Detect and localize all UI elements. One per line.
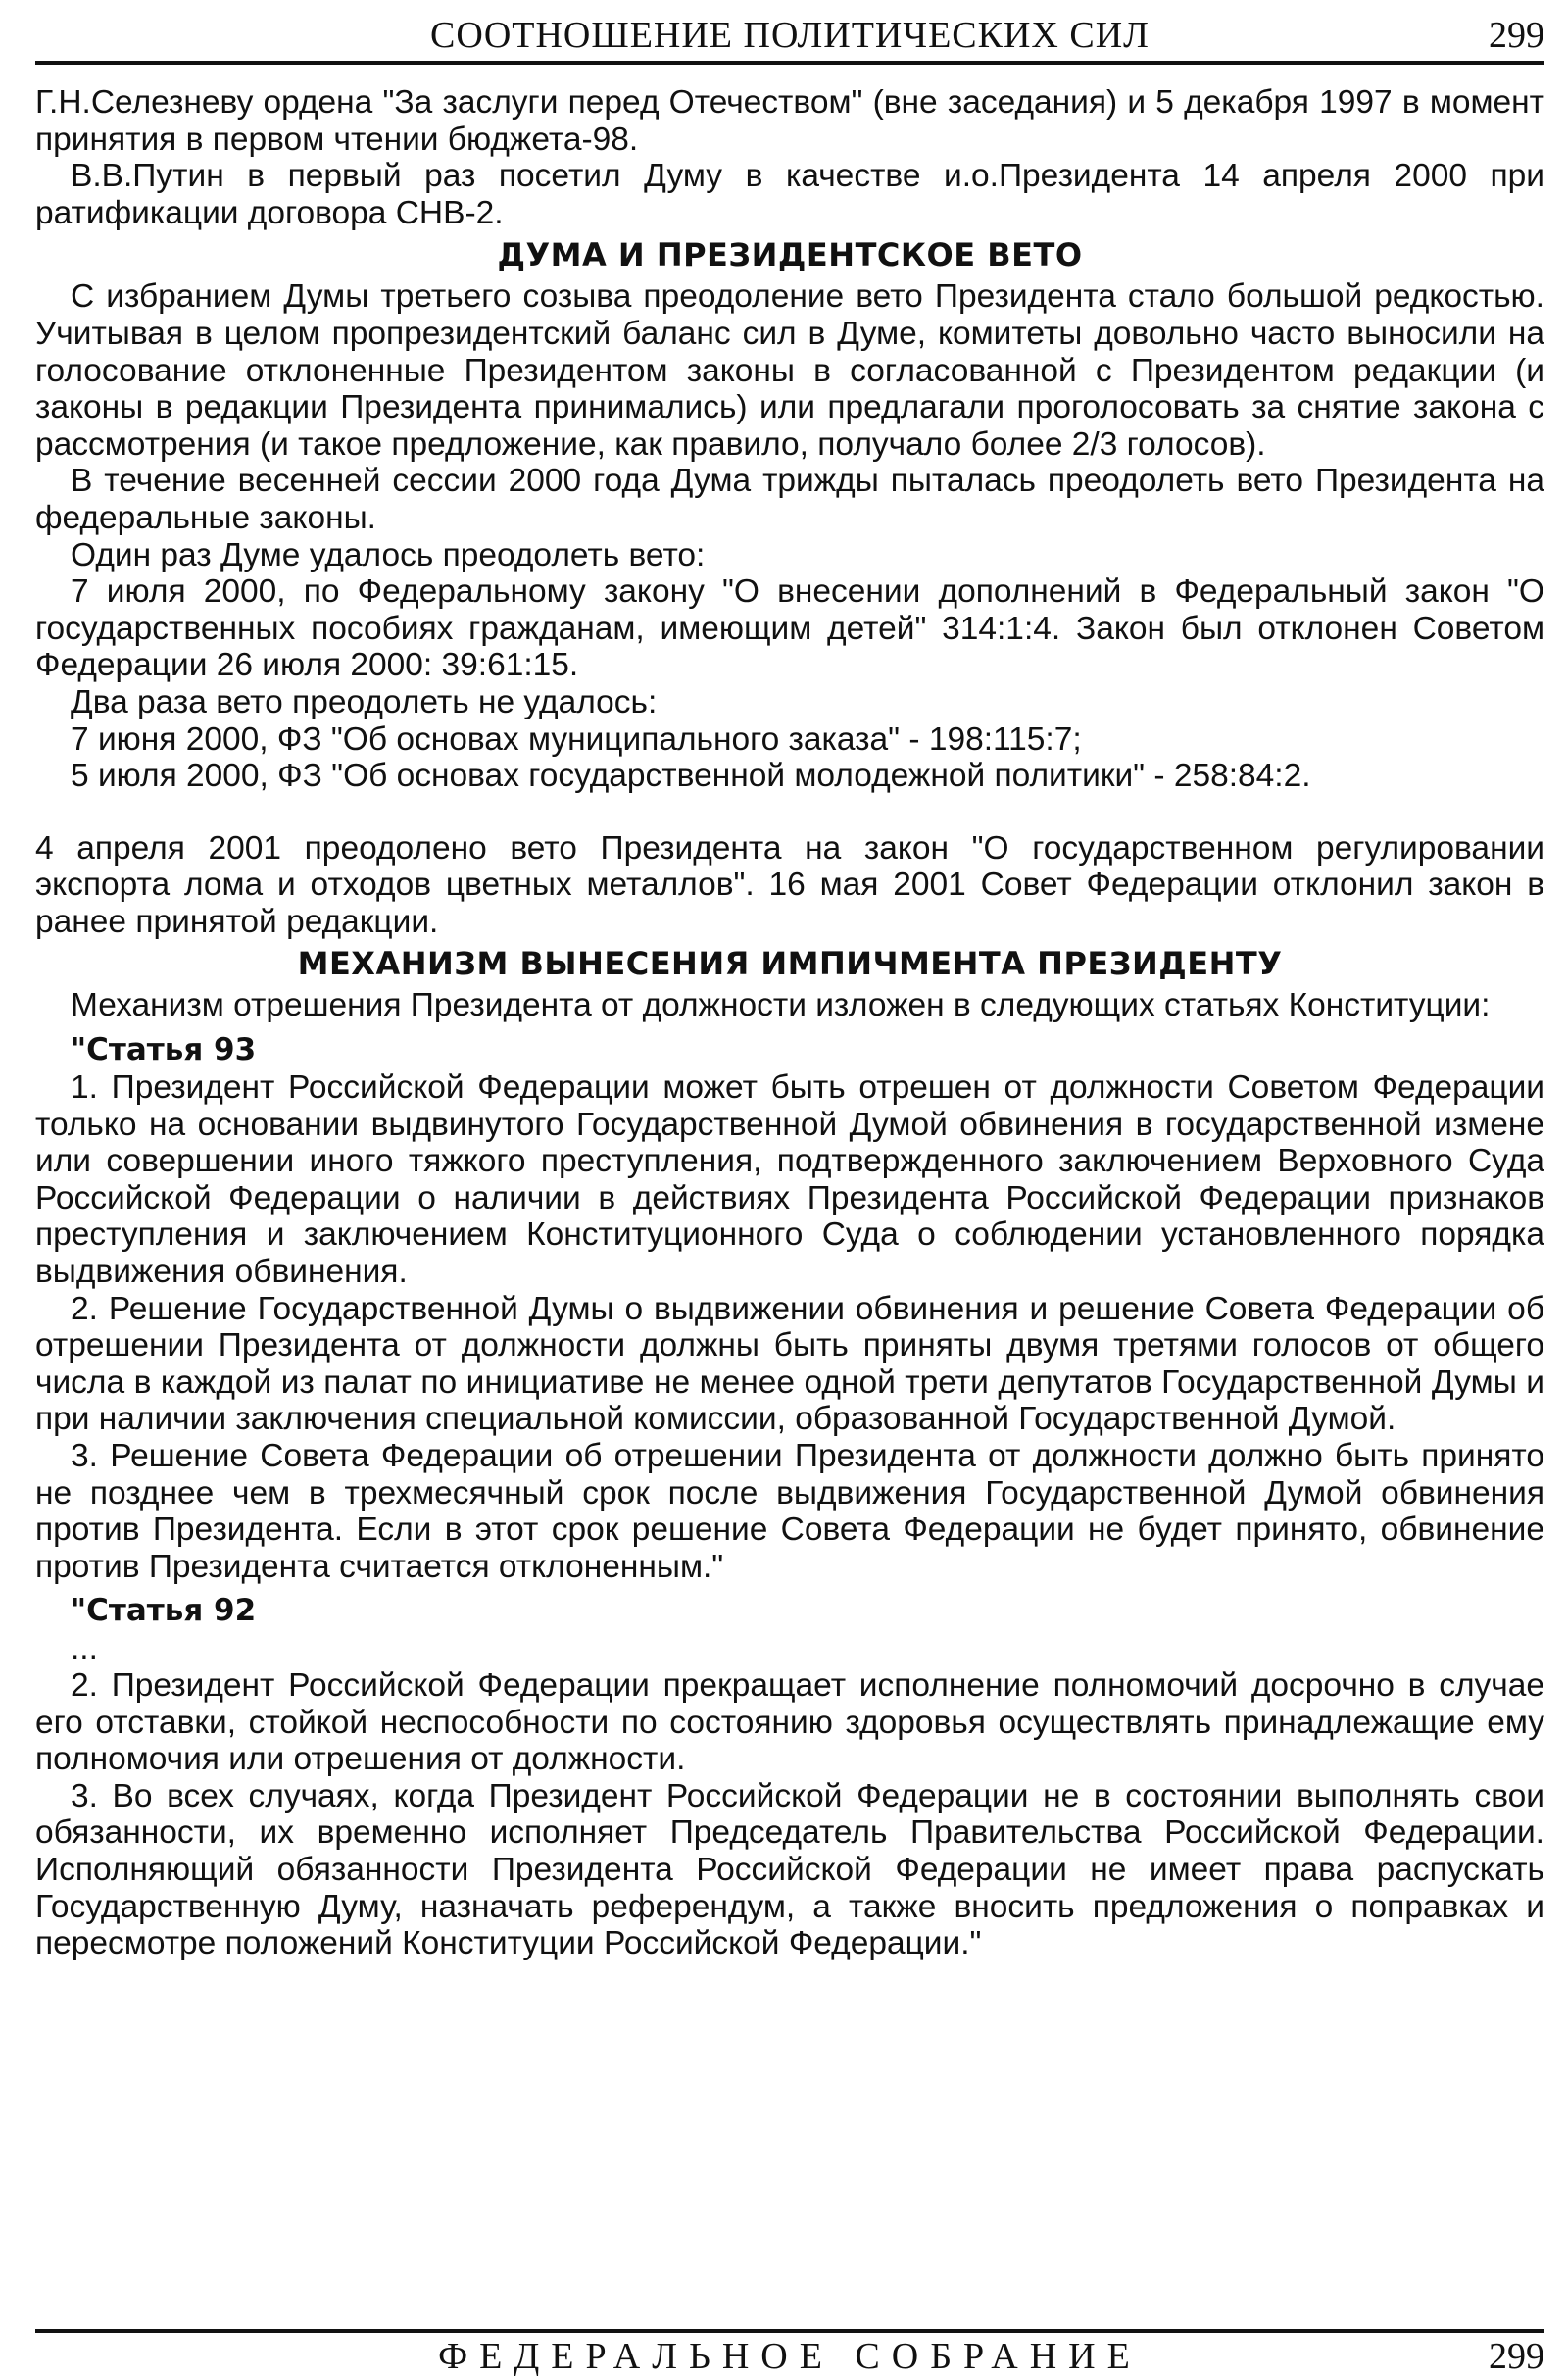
paragraph: 7 июля 2000, по Федеральному закону "О внесении дополнений в Федеральный закон "О государственных пособиях гражданам, имеющим детей" 314:1:4. Закон был отклонен Советом Федерации 26 июля 2000: 39:61:15. [35,573,1544,684]
footer-title: ФЕДЕРАЛЬНОЕ СОБРАНИЕ [438,2336,1142,2377]
paragraph: С избранием Думы третьего созыва преодоление вето Президента стало большой редкостью. Учитывая в целом пропрезидентский баланс сил в Думе, комитеты довольно часто выносили на голосование отклоненные Президентом законы в согласованной с Президентом редакции (и законы в редакции Президента принимались) или предлагали проголосовать за снятие закона с рассмотрения (и такое предложение, как правило, получало более 2/3 голосов). [35,278,1544,463]
paragraph: В течение весенней сессии 2000 года Дума трижды пыталась преодолеть вето Президента на федеральные законы. [35,463,1544,536]
article-93-title: "Статья 93 [71,1032,257,1068]
paragraph-gap [35,795,1544,830]
footer-page-number: 299 [1489,2336,1544,2377]
article-item: 2. Президент Российской Федерации прекращает исполнение полномочий досрочно в случае его отставки, стойкой неспособности по состоянию здоровья осуществлять принадлежащие ему полномочия или отрешения от должности. [35,1666,1544,1778]
paragraph: 5 июля 2000, ФЗ "Об основах государственной молодежной политики" - 258:84:2. [71,758,1311,795]
header-page-number: 299 [1489,15,1544,56]
paragraph: Механизм отрешения Президента от должности изложен в следующих статьях Конституции: [71,987,1491,1024]
header-rule [35,61,1544,65]
paragraph: Один раз Думе удалось преодолеть вето: [71,536,706,573]
paragraph: Два раза вето преодолеть не удалось: [71,683,658,720]
section-heading-veto: ДУМА И ПРЕЗИДЕНТСКОЕ ВЕТО [497,236,1083,274]
paragraph: 7 июня 2000, ФЗ "Об основах муниципального заказа" - 198:115:7; [71,720,1082,758]
running-header [35,8,1544,63]
book-page [35,0,1544,2379]
article-92-title: "Статья 92 [71,1593,257,1629]
page-body [35,84,1544,1962]
footer-rule [35,2329,1544,2333]
paragraph: 4 апреля 2001 преодолено вето Президента на закон "О государственном регулировании экспорта лома и отходов цветных металлов". 16 мая 2001 Совет Федерации отклонил закон в ранее принятой редакции. [35,829,1544,940]
article-item: 3. Во всех случаях, когда Президент Российской Федерации не в состоянии выполнять свои обязанности, их временно исполняет Председатель Правительства Российской Федерации. Исполняющий обязанности Президента Российской Федерации не имеет права распускать Государственную Думу, назначать референдум, а также вносить предложения о поправках и пересмотре положений Конституции Российской Федерации." [35,1777,1544,1962]
running-footer [35,2335,1544,2379]
article-item: 1. Президент Российской Федерации может быть отрешен от должности Советом Федерации только на основании выдвинутого Государственной Думой обвинения в государственной измене или совершении иного тяжкого преступления, подтвержденного заключением Верховного Суда Российской Федерации о наличии в действиях Президента Российской Федерации признаков преступления и заключением Конституционного Суда о соблюдении установленного порядка выдвижения обвинения. [35,1069,1544,1291]
section-heading-impeachment: МЕХАНИЗМ ВЫНЕСЕНИЯ ИМПИЧМЕНТА ПРЕЗИДЕНТУ [297,945,1283,983]
ellipsis: ... [71,1630,98,1667]
article-item: 2. Решение Государственной Думы о выдвижении обвинения и решение Совета Федерации об отрешении Президента от должности должны быть приняты двумя третями голосов от общего числа в каждой из палат по инициативе не менее одной трети депутатов Государственной Думы и при наличии заключения специальной комиссии, образованной Государственной Думой. [35,1290,1544,1438]
intro-paragraph: В.В.Путин в первый раз посетил Думу в качестве и.о.Президента 14 апреля 2000 при ратификации договора СНВ-2. [35,158,1544,231]
article-item: 3. Решение Совета Федерации об отрешении Президента от должности должно быть принято не позднее чем в трехмесячный срок после выдвижения Государственной Думой обвинения против Президента. Если в этот срок решение Совета Федерации не будет принято, обвинение против Президента считается отклоненным." [35,1438,1544,1585]
intro-paragraph: Г.Н.Селезневу ордена "За заслуги перед Отечеством" (вне заседания) и 5 декабря 1997 в момент принятия в первом чтении бюджета-98. [35,84,1544,158]
header-title: СООТНОШЕНИЕ ПОЛИТИЧЕСКИХ СИЛ [430,15,1150,56]
